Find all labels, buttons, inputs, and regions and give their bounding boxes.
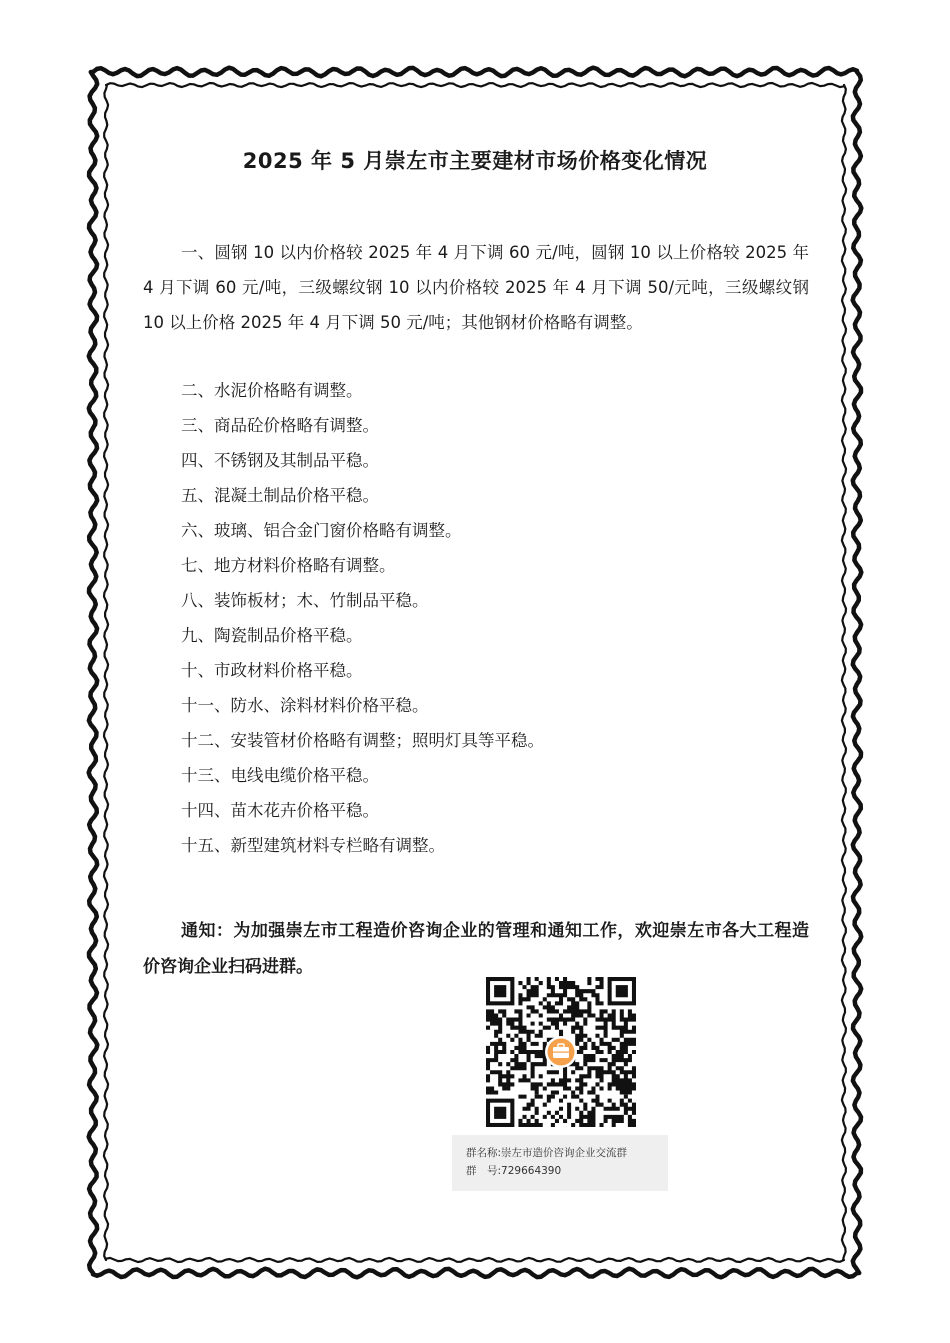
notice-paragraph: 通知：为加强崇左市工程造价咨询企业的管理和通知工作，欢迎崇左市各大工程造价咨询企业扫码进群。	[143, 921, 809, 977]
list-item: 十二、安装管材价格略有调整；照明灯具等平稳。	[181, 731, 544, 750]
list-item: 六、玻璃、铝合金门窗价格略有调整。	[181, 521, 462, 540]
list-item: 十一、防水、涂料材料价格平稳。	[181, 696, 429, 715]
group-name: 群名称:崇左市造价咨询企业交流群	[466, 1147, 628, 1159]
list-item: 七、地方材料价格略有调整。	[181, 556, 396, 575]
list-item: 四、不锈钢及其制品平稳。	[181, 451, 379, 470]
price-item-list	[181, 373, 544, 863]
list-item: 十三、电线电缆价格平稳。	[181, 766, 379, 785]
list-item: 九、陶瓷制品价格平稳。	[181, 626, 363, 645]
briefcase-strap	[553, 1052, 569, 1053]
list-item: 十四、苗木花卉价格平稳。	[181, 801, 379, 820]
group-number: 群 号:729664390	[466, 1165, 562, 1177]
qr-code[interactable]	[486, 977, 636, 1127]
qr-finder	[494, 1107, 506, 1119]
qr-finder	[616, 985, 628, 997]
intro-paragraph: 一、圆钢 10 以内价格较 2025 年 4 月下调 60 元/吨，圆钢 10 以上价格较 2025 年 4 月下调 60 元/吨，三级螺纹钢 10 以内价格较 2025 年 4 月下调 50/元吨，三级螺纹钢 10 以上价格 2025 年 4 月下调 50 元/吨；其他钢材价格略有调整。	[143, 243, 809, 332]
list-item: 五、混凝土制品价格平稳。	[181, 486, 379, 505]
list-item: 十五、新型建筑材料专栏略有调整。	[181, 836, 445, 855]
list-item: 十、市政材料价格平稳。	[181, 661, 363, 680]
list-item: 二、水泥价格略有调整。	[181, 381, 363, 400]
list-item: 八、装饰板材；木、竹制品平稳。	[181, 591, 429, 610]
qr-caption	[452, 1135, 668, 1191]
list-item: 三、商品砼价格略有调整。	[181, 416, 379, 435]
document-title: 2025 年 5 月崇左市主要建材市场价格变化情况	[242, 149, 708, 173]
qr-finder	[494, 985, 506, 997]
